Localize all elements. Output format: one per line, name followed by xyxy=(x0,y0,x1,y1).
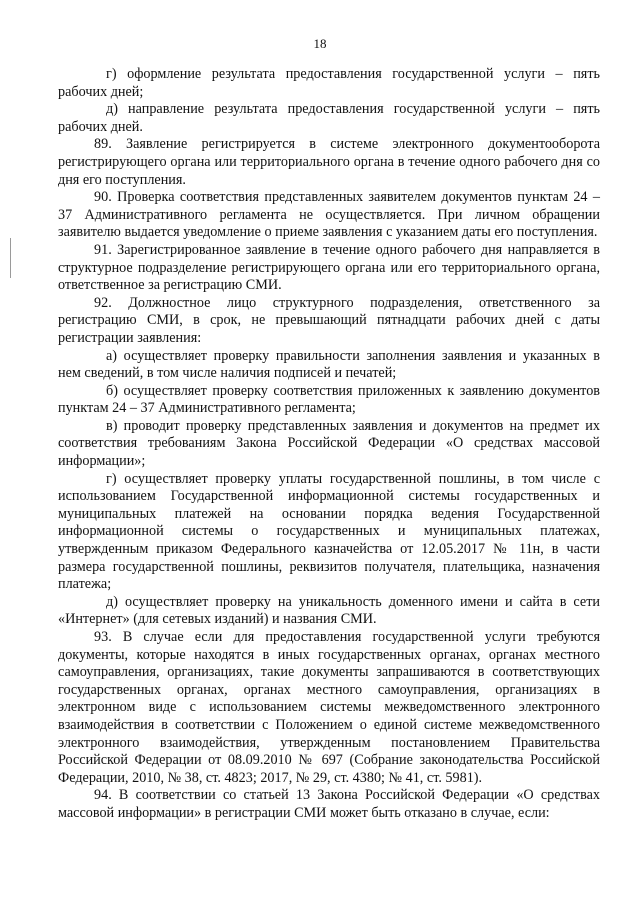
paragraph-89: 89. Заявление регистрируется в системе электронного документооборота регистрирующего органа или территориального органа в течение одного рабочего дня со дня его поступления. xyxy=(58,136,600,188)
list-item-g-check-fee: г) осуществляет проверку уплаты государственной пошлины, в том числе с использованием Государственной информационной системы государственных и муниципальных платежей на основании порядка ведения Государственной информационной системы о государственных и муниципальных платежах, утвержденным приказом Федерального казначейства от 12.05.2017 № 11н, в части размера государственной пошлины, реквизитов получателя, плательщика, назначения платежа; xyxy=(58,470,600,593)
list-item-a-check-form: а) осуществляет проверку правильности заполнения заявления и указанных в нем сведений, в том числе наличия подписей и печатей; xyxy=(58,347,600,382)
paragraph-92: 92. Должностное лицо структурного подразделения, ответственного за регистрацию СМИ, в срок, не превышающий пятнадцати рабочих дней с даты регистрации заявления: xyxy=(58,294,600,346)
list-item-v-check-law: в) проводит проверку представленных заявления и документов на предмет их соответствия требованиям Закона Российской Федерации «О средствах массовой информации»; xyxy=(58,417,600,470)
list-item-d-delivery: д) направление результата предоставления государственной услуги – пять рабочих дней. xyxy=(58,101,600,135)
paragraph-93: 93. В случае если для предоставления государственной услуги требуются документы, которые находятся в иных государственных органах, органах местного самоуправления, организациях, такие документы запрашиваются в соответствующих государственных органах, органах местного самоуправления, организациях в электронном виде с использованием системы межведомственного электронного взаимодействия в соответствии с Положением о единой системе межведомственного электронного взаимодействия, утвержденным постановлением Правительства Российской Федерации от 08.09.2010 № 697 (Собрание законодательства Российской Федерации, 2010, № 38, ст. 4823; 2017, № 29, ст. 4380; № 41, ст. 5981). xyxy=(58,629,600,786)
paragraph-91: 91. Зарегистрированное заявление в течение одного рабочего дня направляется в структурное подразделение регистрирующего органа или его территориального органа, ответственное за регистрацию СМИ. xyxy=(58,241,600,294)
page-number: 18 xyxy=(313,36,327,51)
binding-edge-mark xyxy=(10,238,11,278)
list-item-d-check-domain: д) осуществляет проверку на уникальность доменного имени и сайта в сети «Интернет» (для сетевых изданий) и названия СМИ. xyxy=(58,593,600,628)
list-item-g-processing: г) оформление результата предоставления государственной услуги – пять рабочих дней; xyxy=(58,66,600,100)
paragraph-90: 90. Проверка соответствия представленных заявителем документов пунктам 24 – 37 Административного регламента не осуществляется. При личном обращении заявителю выдается уведомление о приеме заявления с указанием даты его поступления. xyxy=(58,189,600,241)
list-item-b-check-documents: б) осуществляет проверку соответствия приложенных к заявлению документов пунктам 24 – 37 Административного регламента; xyxy=(58,382,600,417)
paragraph-94: 94. В соответствии со статьей 13 Закона Российской Федерации «О средствах массовой информации» в регистрации СМИ может быть отказано в случае, если: xyxy=(58,787,600,821)
document-body xyxy=(58,66,600,823)
